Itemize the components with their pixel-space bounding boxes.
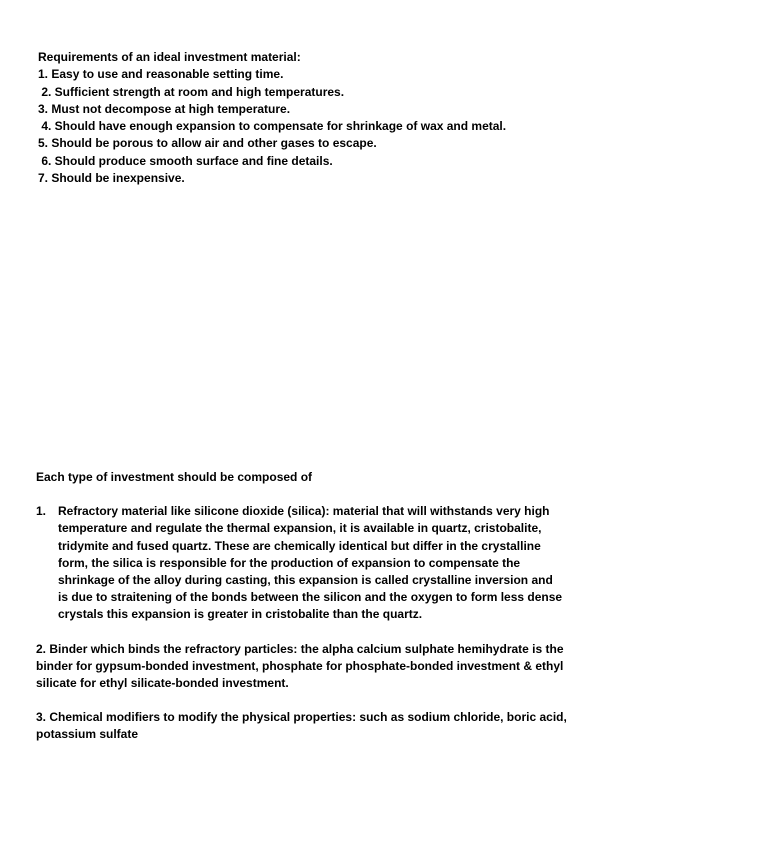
composition-item-binder [36, 641, 576, 693]
requirements-section [38, 49, 598, 187]
composition-item-refractory [36, 503, 576, 623]
requirement-item: 3. Must not decompose at high temperature. [38, 101, 291, 116]
item-term: Chemical modifiers [49, 710, 161, 725]
requirement-item: 4. Should have enough expansion to compensate for shrinkage of wax and metal. [38, 119, 507, 134]
requirements-title: Requirements of an ideal investment material: [38, 50, 301, 64]
requirement-item: 7. Should be inexpensive. [38, 171, 185, 186]
item-number: 3. [36, 710, 47, 725]
requirement-item: 2. Sufficient strength at room and high temperatures. [38, 84, 345, 99]
item-term: Refractory material [58, 504, 168, 519]
item-body [58, 503, 563, 623]
composition-section [36, 469, 576, 761]
item-term: Binder [49, 641, 88, 656]
item-text: which binds the refractory particles: the alpha calcium sulphate hemihydrate is the binder for gypsum-bonded investment, phosphate for phosphate-bonded investment & ethyl silicate for ethyl silicate-bonded investment. [36, 641, 564, 691]
item-number: 2. [36, 641, 47, 656]
requirement-item: 1. Easy to use and reasonable setting time. [38, 67, 284, 82]
composition-item-modifiers [36, 709, 576, 743]
requirement-item: 6. Should produce smooth surface and fine details. [38, 153, 333, 168]
item-text: to modify the physical properties: such as sodium chloride, boric acid, potassium sulfate [36, 710, 567, 742]
composition-intro: Each type of investment should be composed of [36, 470, 313, 484]
item-number: 1. [36, 504, 47, 519]
requirement-item: 5. Should be porous to allow air and other gases to escape. [38, 136, 377, 151]
item-text: like silicone dioxide (silica): material that will withstands very high temperature and regulate the thermal expansion, it is available in quartz, cristobalite, tridymite and fused quartz. These are chemically identical but differ in the crystalline form, the silica is responsible for the production of expansion to compensate the shrinkage of the alloy during casting, this expansion is called crystalline inversion and is due to straitening of the bonds between the silicon and the oxygen to form less dense crystals this expansion is greater in cristobalite than the quartz. [58, 504, 563, 622]
